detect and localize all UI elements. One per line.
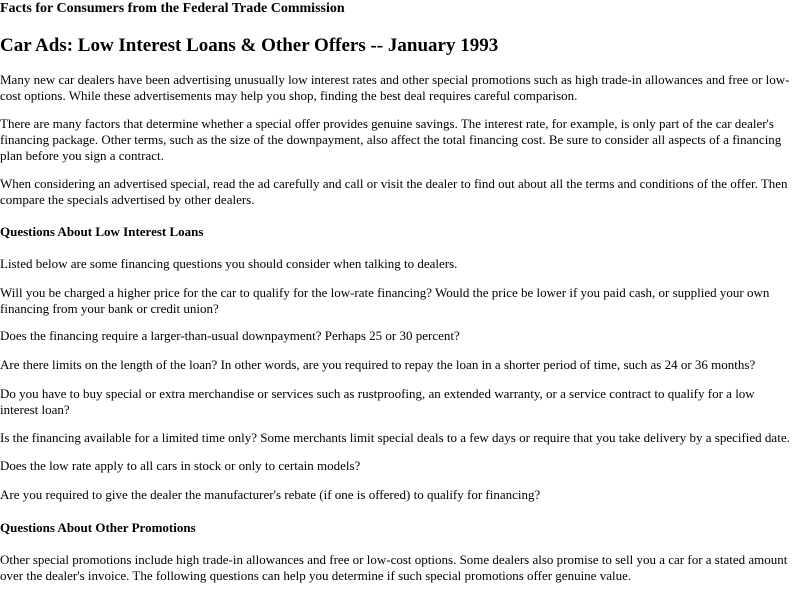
loans-intro: Listed below are some financing questions you should consider when talking to dealers. (0, 256, 458, 271)
section-heading-loans: Questions About Low Interest Loans (0, 224, 204, 239)
loan-question-6: Does the low rate apply to all cars in stock or only to certain models? (0, 458, 361, 473)
loan-question-3: Are there limits on the length of the loan? In other words, are you required to repay the loan in a shorter period of time, such as 24 or 36 months? (0, 357, 756, 372)
promotions-intro: Other special promotions include high trade-in allowances and free or low-cost options. Some dealers also promise to sell you a car for a stated amount over the dealer's invoice. The following questions can help you determine if such special promotions offer genuine value. (0, 552, 788, 583)
loan-question-5: Is the financing available for a limited time only? Some merchants limit special deals to a few days or require that you take delivery by a specified date. (0, 430, 790, 445)
intro-paragraph-1: Many new car dealers have been advertising unusually low interest rates and other special promotions such as high trade-in allowances and free or low-cost options. While these advertisements may help you shop, finding the best deal requires careful comparison. (0, 72, 790, 103)
loan-question-1: Will you be charged a higher price for the car to qualify for the low-rate financing? Would the price be lower if you paid cash, or supplied your own financing from your bank or credit union? (0, 285, 770, 316)
page-title: Car Ads: Low Interest Loans & Other Offers -- January 1993 (0, 35, 499, 56)
loan-question-2: Does the financing require a larger-than-usual downpayment? Perhaps 25 or 30 percent? (0, 328, 460, 343)
agency-line: Facts for Consumers from the Federal Trade Commission (0, 1, 345, 16)
intro-paragraph-2: There are many factors that determine whether a special offer provides genuine savings. The interest rate, for example, is only part of the car dealer's financing package. Other terms, such as the size of the downpayment, also affect the total financing cost. Be sure to consider all aspects of a financing plan before you sign a contract. (0, 116, 782, 163)
section-heading-promotions: Questions About Other Promotions (0, 520, 196, 535)
loan-question-7: Are you required to give the dealer the manufacturer's rebate (if one is offered) to qualify for financing? (0, 487, 541, 502)
intro-paragraph-3: When considering an advertised special, read the ad carefully and call or visit the dealer to find out about all the terms and conditions of the offer. Then compare the specials advertised by other dealers. (0, 176, 788, 207)
loan-question-4: Do you have to buy special or extra merchandise or services such as rustproofing, an extended warranty, or a service contract to qualify for a low interest loan? (0, 386, 755, 417)
